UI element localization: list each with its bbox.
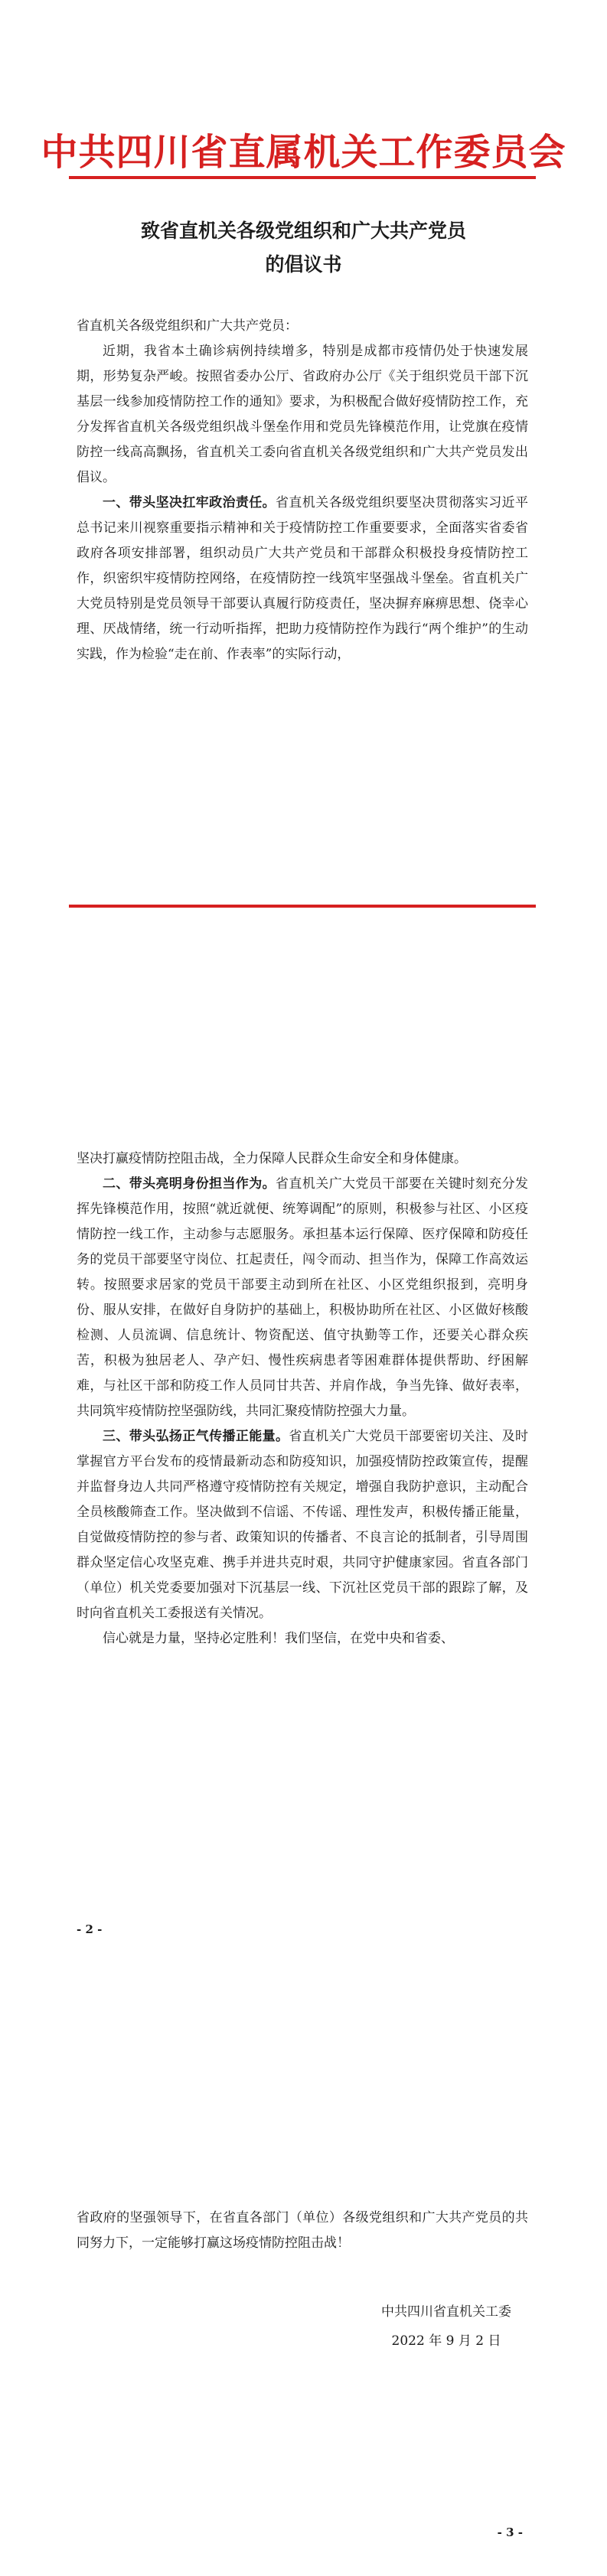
section-3-paragraph	[77, 1424, 528, 1626]
section-2-heading: 二、带头亮明身份担当作为。	[103, 1176, 276, 1192]
header-red-rule	[69, 176, 536, 179]
salutation: 省直机关各级党组织和广大共产党员：	[77, 318, 298, 334]
closing-paragraph-start: 信心就是力量，坚持必定胜利！我们坚信，在党中央和省委、	[103, 1631, 454, 1646]
section-1-paragraph	[77, 491, 528, 667]
section-2-body: 省直机关广大党员干部要在关键时刻充分发挥先锋模范作用，按照“就近就便、统筹调配”的原则，积极参与社区、小区疫情防控一线工作，主动参与志愿服务。承担基本运行保障、医疗保障和防疫任务的党员干部要坚守岗位、扛起责任，闯令而动、担当作为，保障工作高效运转。按照要求居家的党员干部要主动到所在社区、小区党组织报到，亮明身份、服从安排，在做好自身防护的基础上，积极协助所在社区、小区做好核酸检测、人员流调、信息统计、物资配送、值守执勤等工作，还要关心群众疾苦，积极为独居老人、孕产妇、慢性疾病患者等困难群体提供帮助、纾困解难，与社区干部和防疫工作人员同甘共苦、并肩作战，争当先锋、做好表率，共同筑牢疫情防控坚强防线，共同汇聚疫情防控强大力量。	[77, 1176, 529, 1419]
page2-body-upper	[77, 314, 528, 667]
section-1-continuation: 坚决打赢疫情防控阻击战，全力保障人民群众生命安全和身体健康。	[77, 1151, 467, 1166]
page-number-2: - 2 -	[77, 1922, 103, 1936]
page-number-3: - 3 -	[497, 2525, 523, 2539]
issuer-header: 中共四川省直属机关工作委员会	[41, 131, 566, 174]
document-title-line-1: 致省直机关各级党组织和广大共产党员	[140, 220, 466, 242]
section-1-body: 省直机关各级党组织要坚决贯彻落实习近平总书记来川视察重要指示精神和关于疫情防控工作重要要求，全面落实省委省政府各项安排部署，组织动员广大共产党员和干部群众积极投身疫情防控工作，织密织牢疫情防控网络，在疫情防控一线筑牢坚强战斗堡垒。省直机关广大党员特别是党员领导干部要认真履行防疫责任，坚决摒弃麻痹思想、侥幸心理、厌战情绪，统一行动听指挥，把助力疫情防控作为践行“两个维护”的生动实践，作为检验“走在前、作表率”的实际行动，	[77, 495, 529, 662]
closing-paragraph-end: 省政府的坚强领导下，在省直各部门（单位）各级党组织和广大共产党员的共同努力下，一定能够打赢这场疫情防控阻击战！	[77, 2210, 528, 2251]
section-1-heading: 一、带头坚决扛牢政治责任。	[103, 495, 276, 510]
intro-paragraph: 近期，我省本土确诊病例持续增多，特别是成都市疫情仍处于快速发展期，形势复杂严峻。按照省委办公厅、省政府办公厅《关于组织党员干部下沉基层一线参加疫情防控工作的通知》要求，为积极配合做好疫情防控工作，充分发挥省直机关各级党组织战斗堡垒作用和党员先锋模范作用，让党旗在疫情防控一线高高飘扬，省直机关工委向省直机关各级党组织和广大共产党员发出倡议。	[77, 344, 528, 485]
signature-organization: 中共四川省直机关工委	[381, 2304, 511, 2320]
page-break-red-rule	[69, 905, 536, 908]
page3-body	[77, 2206, 528, 2256]
section-2-paragraph	[77, 1172, 528, 1424]
signature-date: 2022 年 9 月 2 日	[391, 2333, 501, 2349]
page2-body-lower	[77, 1146, 528, 1652]
signature-block	[381, 2297, 511, 2356]
section-3-heading: 三、带头弘扬正气传播正能量。	[103, 1429, 289, 1444]
section-3-body: 省直机关广大党员干部要密切关注、及时掌握官方平台发布的疫情最新动态和防疫知识，加强疫情防控政策宣传，提醒并监督身边人共同严格遵守疫情防控有关规定，增强自我防护意识，主动配合全员核酸筛查工作。坚决做到不信谣、不传谣、理性发声，积极传播正能量，自觉做疫情防控的参与者、政策知识的传播者、不良言论的抵制者，引导周围群众坚定信心攻坚克难、携手并进共克时艰，共同守护健康家园。省直各部门（单位）机关党委要加强对下沉基层一线、下沉社区党员干部的跟踪了解，及时向省直机关工委报送有关情况。	[77, 1429, 529, 1621]
document-title-line-2: 的倡议书	[265, 253, 342, 276]
